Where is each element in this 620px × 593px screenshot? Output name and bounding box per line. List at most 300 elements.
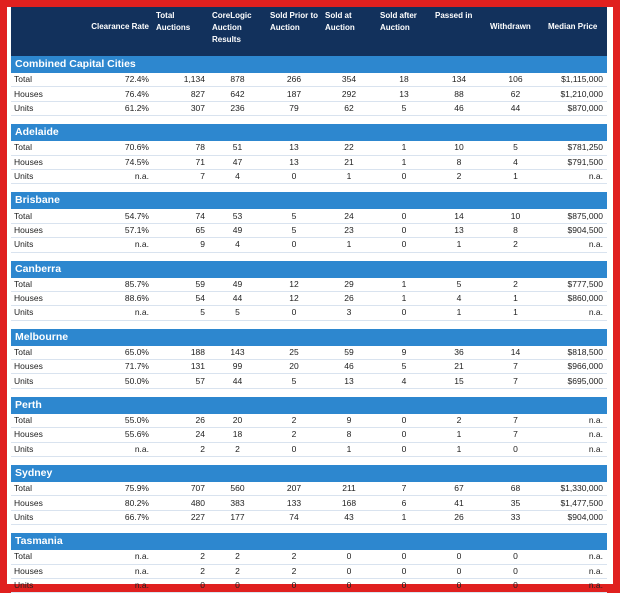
cell-total-auctions: 78 — [153, 141, 209, 155]
header-withdrawn: Withdrawn — [487, 7, 545, 56]
cell-corelogic-results: 383 — [209, 496, 267, 510]
cell-sold-at: 211 — [322, 482, 377, 496]
cell-median-price: $904,000 — [545, 510, 607, 524]
cell-median-price: $777,500 — [545, 278, 607, 292]
section-title: Canberra — [11, 261, 607, 278]
cell-clearance-rate: 80.2% — [81, 496, 153, 510]
section-title: Sydney — [11, 465, 607, 482]
cell-total-auctions: 480 — [153, 496, 209, 510]
header-row — [11, 7, 607, 56]
cell-corelogic-results: 642 — [209, 87, 267, 101]
cell-total-auctions: 2 — [153, 564, 209, 578]
cell-withdrawn: 7 — [487, 360, 545, 374]
row-label: Units — [11, 101, 81, 115]
header-median-price: Median Price — [545, 7, 607, 56]
cell-sold-prior: 2 — [267, 564, 322, 578]
cell-sold-after: 0 — [377, 238, 432, 252]
table-row — [11, 374, 607, 388]
cell-withdrawn: 10 — [487, 209, 545, 223]
cell-sold-after: 13 — [377, 87, 432, 101]
cell-corelogic-results: 20 — [209, 414, 267, 428]
cell-sold-at: 21 — [322, 155, 377, 169]
cell-clearance-rate: n.a. — [81, 564, 153, 578]
cell-passed-in: 5 — [432, 278, 487, 292]
cell-clearance-rate: 66.7% — [81, 510, 153, 524]
cell-withdrawn: 0 — [487, 578, 545, 592]
row-label: Houses — [11, 496, 81, 510]
cell-sold-after: 0 — [377, 578, 432, 592]
table-row — [11, 73, 607, 87]
section-header-row — [11, 533, 607, 550]
cell-sold-at: 0 — [322, 578, 377, 592]
cell-passed-in: 67 — [432, 482, 487, 496]
cell-clearance-rate: 54.7% — [81, 209, 153, 223]
cell-corelogic-results: 4 — [209, 238, 267, 252]
row-label: Units — [11, 238, 81, 252]
auction-results-table — [11, 7, 607, 593]
cell-clearance-rate: n.a. — [81, 442, 153, 456]
section-spacer — [11, 525, 607, 534]
table-row — [11, 306, 607, 320]
cell-corelogic-results: 2 — [209, 442, 267, 456]
cell-median-price: $875,000 — [545, 209, 607, 223]
cell-sold-at: 22 — [322, 141, 377, 155]
cell-sold-at: 9 — [322, 414, 377, 428]
cell-passed-in: 8 — [432, 155, 487, 169]
cell-passed-in: 26 — [432, 510, 487, 524]
cell-sold-prior: 5 — [267, 374, 322, 388]
row-label: Houses — [11, 87, 81, 101]
cell-median-price: n.a. — [545, 578, 607, 592]
cell-clearance-rate: 50.0% — [81, 374, 153, 388]
cell-sold-prior: 0 — [267, 306, 322, 320]
cell-passed-in: 13 — [432, 223, 487, 237]
cell-corelogic-results: 560 — [209, 482, 267, 496]
cell-passed-in: 88 — [432, 87, 487, 101]
row-label: Units — [11, 374, 81, 388]
row-label: Houses — [11, 291, 81, 305]
cell-sold-prior: 0 — [267, 238, 322, 252]
results-table-frame — [7, 7, 613, 591]
section-title: Adelaide — [11, 124, 607, 141]
cell-withdrawn: 2 — [487, 238, 545, 252]
cell-median-price: $818,500 — [545, 346, 607, 360]
cell-corelogic-results: 5 — [209, 306, 267, 320]
cell-sold-after: 0 — [377, 306, 432, 320]
cell-withdrawn: 14 — [487, 346, 545, 360]
cell-total-auctions: 26 — [153, 414, 209, 428]
header-sold-at: Sold at Auction — [322, 7, 377, 56]
cell-clearance-rate: 55.0% — [81, 414, 153, 428]
cell-sold-after: 18 — [377, 73, 432, 87]
row-label: Houses — [11, 428, 81, 442]
row-label: Total — [11, 482, 81, 496]
cell-sold-at: 0 — [322, 550, 377, 564]
cell-corelogic-results: 236 — [209, 101, 267, 115]
section-header-row — [11, 465, 607, 482]
cell-sold-after: 1 — [377, 278, 432, 292]
cell-sold-prior: 2 — [267, 428, 322, 442]
cell-clearance-rate: 70.6% — [81, 141, 153, 155]
cell-median-price: $966,000 — [545, 360, 607, 374]
cell-passed-in: 1 — [432, 238, 487, 252]
cell-clearance-rate: n.a. — [81, 306, 153, 320]
cell-total-auctions: 65 — [153, 223, 209, 237]
cell-median-price: $695,000 — [545, 374, 607, 388]
cell-sold-at: 29 — [322, 278, 377, 292]
cell-corelogic-results: 18 — [209, 428, 267, 442]
cell-corelogic-results: 0 — [209, 578, 267, 592]
section-header-row — [11, 56, 607, 73]
cell-withdrawn: 4 — [487, 155, 545, 169]
cell-median-price: $1,330,000 — [545, 482, 607, 496]
cell-total-auctions: 74 — [153, 209, 209, 223]
row-label: Total — [11, 346, 81, 360]
cell-total-auctions: 7 — [153, 169, 209, 183]
cell-sold-at: 59 — [322, 346, 377, 360]
header-passed-in: Passed in — [432, 7, 487, 56]
table-row — [11, 278, 607, 292]
cell-passed-in: 36 — [432, 346, 487, 360]
cell-sold-at: 46 — [322, 360, 377, 374]
cell-sold-prior: 5 — [267, 209, 322, 223]
row-label: Total — [11, 73, 81, 87]
table-header — [11, 7, 607, 56]
section-spacer — [11, 457, 607, 466]
cell-sold-after: 0 — [377, 428, 432, 442]
cell-sold-after: 0 — [377, 564, 432, 578]
cell-sold-prior: 74 — [267, 510, 322, 524]
cell-clearance-rate: 55.6% — [81, 428, 153, 442]
table-row — [11, 155, 607, 169]
table-row — [11, 360, 607, 374]
cell-sold-after: 5 — [377, 360, 432, 374]
table-row — [11, 414, 607, 428]
cell-withdrawn: 1 — [487, 291, 545, 305]
spacer-cell — [11, 525, 607, 534]
cell-sold-prior: 2 — [267, 550, 322, 564]
cell-passed-in: 1 — [432, 442, 487, 456]
table-row — [11, 101, 607, 115]
header-total-auctions: Total Auctions — [153, 7, 209, 56]
table-row — [11, 496, 607, 510]
cell-total-auctions: 59 — [153, 278, 209, 292]
cell-passed-in: 1 — [432, 306, 487, 320]
cell-sold-after: 0 — [377, 223, 432, 237]
cell-withdrawn: 7 — [487, 374, 545, 388]
cell-clearance-rate: 75.9% — [81, 482, 153, 496]
table-body — [11, 56, 607, 593]
cell-total-auctions: 57 — [153, 374, 209, 388]
table-row — [11, 428, 607, 442]
cell-total-auctions: 131 — [153, 360, 209, 374]
row-label: Total — [11, 278, 81, 292]
spacer-cell — [11, 116, 607, 125]
header-sold-prior: Sold Prior to Auction — [267, 7, 322, 56]
cell-sold-prior: 12 — [267, 278, 322, 292]
cell-median-price: n.a. — [545, 442, 607, 456]
section-spacer — [11, 252, 607, 261]
cell-sold-at: 8 — [322, 428, 377, 442]
cell-passed-in: 10 — [432, 141, 487, 155]
cell-clearance-rate: n.a. — [81, 550, 153, 564]
cell-sold-prior: 133 — [267, 496, 322, 510]
section-header-row — [11, 192, 607, 209]
table-row — [11, 87, 607, 101]
cell-sold-prior: 0 — [267, 578, 322, 592]
cell-median-price: n.a. — [545, 550, 607, 564]
table-row — [11, 550, 607, 564]
section-title: Perth — [11, 397, 607, 414]
row-label: Units — [11, 578, 81, 592]
cell-sold-after: 6 — [377, 496, 432, 510]
cell-withdrawn: 62 — [487, 87, 545, 101]
cell-clearance-rate: 88.6% — [81, 291, 153, 305]
cell-clearance-rate: 74.5% — [81, 155, 153, 169]
cell-corelogic-results: 44 — [209, 374, 267, 388]
header-sold-after: Sold after Auction — [377, 7, 432, 56]
cell-clearance-rate: 65.0% — [81, 346, 153, 360]
row-label: Units — [11, 306, 81, 320]
cell-total-auctions: 227 — [153, 510, 209, 524]
cell-clearance-rate: 61.2% — [81, 101, 153, 115]
row-label: Total — [11, 141, 81, 155]
header-clearance-rate: Clearance Rate — [81, 7, 153, 56]
cell-median-price: $870,000 — [545, 101, 607, 115]
cell-total-auctions: 71 — [153, 155, 209, 169]
cell-median-price: $781,250 — [545, 141, 607, 155]
cell-passed-in: 2 — [432, 414, 487, 428]
cell-corelogic-results: 53 — [209, 209, 267, 223]
cell-corelogic-results: 99 — [209, 360, 267, 374]
cell-withdrawn: 2 — [487, 278, 545, 292]
section-spacer — [11, 116, 607, 125]
cell-sold-after: 0 — [377, 550, 432, 564]
cell-clearance-rate: n.a. — [81, 578, 153, 592]
cell-median-price: n.a. — [545, 169, 607, 183]
cell-passed-in: 15 — [432, 374, 487, 388]
spacer-cell — [11, 320, 607, 329]
cell-sold-after: 1 — [377, 291, 432, 305]
header-cell-blank — [11, 7, 81, 56]
section-spacer — [11, 184, 607, 193]
cell-sold-prior: 266 — [267, 73, 322, 87]
table-row — [11, 510, 607, 524]
table-row — [11, 291, 607, 305]
cell-sold-prior: 0 — [267, 169, 322, 183]
section-title: Combined Capital Cities — [11, 56, 607, 73]
row-label: Houses — [11, 360, 81, 374]
cell-passed-in: 0 — [432, 550, 487, 564]
cell-clearance-rate: 76.4% — [81, 87, 153, 101]
cell-total-auctions: 1,134 — [153, 73, 209, 87]
cell-withdrawn: 68 — [487, 482, 545, 496]
cell-sold-at: 1 — [322, 169, 377, 183]
cell-clearance-rate: 72.4% — [81, 73, 153, 87]
cell-clearance-rate: n.a. — [81, 169, 153, 183]
cell-total-auctions: 0 — [153, 578, 209, 592]
cell-sold-at: 24 — [322, 209, 377, 223]
cell-withdrawn: 1 — [487, 169, 545, 183]
cell-sold-after: 0 — [377, 442, 432, 456]
spacer-cell — [11, 252, 607, 261]
cell-sold-after: 7 — [377, 482, 432, 496]
section-title: Melbourne — [11, 329, 607, 346]
cell-withdrawn: 33 — [487, 510, 545, 524]
cell-total-auctions: 827 — [153, 87, 209, 101]
cell-corelogic-results: 51 — [209, 141, 267, 155]
cell-corelogic-results: 44 — [209, 291, 267, 305]
section-header-row — [11, 261, 607, 278]
cell-total-auctions: 5 — [153, 306, 209, 320]
cell-corelogic-results: 177 — [209, 510, 267, 524]
cell-withdrawn: 44 — [487, 101, 545, 115]
cell-sold-at: 23 — [322, 223, 377, 237]
cell-clearance-rate: n.a. — [81, 238, 153, 252]
spacer-cell — [11, 184, 607, 193]
row-label: Houses — [11, 564, 81, 578]
cell-sold-prior: 13 — [267, 155, 322, 169]
cell-median-price: $860,000 — [545, 291, 607, 305]
cell-withdrawn: 106 — [487, 73, 545, 87]
cell-sold-prior: 79 — [267, 101, 322, 115]
section-spacer — [11, 320, 607, 329]
cell-median-price: $1,477,500 — [545, 496, 607, 510]
header-corelogic-results: CoreLogic Auction Results — [209, 7, 267, 56]
cell-withdrawn: 5 — [487, 141, 545, 155]
cell-sold-at: 354 — [322, 73, 377, 87]
section-title: Brisbane — [11, 192, 607, 209]
cell-total-auctions: 2 — [153, 550, 209, 564]
section-header-row — [11, 124, 607, 141]
cell-sold-prior: 187 — [267, 87, 322, 101]
cell-sold-prior: 2 — [267, 414, 322, 428]
cell-passed-in: 41 — [432, 496, 487, 510]
cell-median-price: n.a. — [545, 414, 607, 428]
cell-median-price: n.a. — [545, 306, 607, 320]
cell-corelogic-results: 878 — [209, 73, 267, 87]
cell-sold-at: 26 — [322, 291, 377, 305]
row-label: Total — [11, 209, 81, 223]
cell-passed-in: 134 — [432, 73, 487, 87]
cell-median-price: n.a. — [545, 238, 607, 252]
cell-sold-after: 5 — [377, 101, 432, 115]
cell-total-auctions: 54 — [153, 291, 209, 305]
cell-passed-in: 4 — [432, 291, 487, 305]
cell-corelogic-results: 49 — [209, 278, 267, 292]
table-row — [11, 238, 607, 252]
table-row — [11, 223, 607, 237]
cell-sold-prior: 207 — [267, 482, 322, 496]
cell-clearance-rate: 71.7% — [81, 360, 153, 374]
cell-withdrawn: 7 — [487, 414, 545, 428]
cell-total-auctions: 24 — [153, 428, 209, 442]
cell-sold-after: 1 — [377, 141, 432, 155]
cell-sold-after: 9 — [377, 346, 432, 360]
cell-passed-in: 46 — [432, 101, 487, 115]
cell-withdrawn: 0 — [487, 564, 545, 578]
cell-withdrawn: 8 — [487, 223, 545, 237]
spacer-cell — [11, 388, 607, 397]
row-label: Units — [11, 510, 81, 524]
cell-corelogic-results: 143 — [209, 346, 267, 360]
table-row — [11, 141, 607, 155]
cell-sold-at: 0 — [322, 564, 377, 578]
cell-corelogic-results: 49 — [209, 223, 267, 237]
cell-passed-in: 0 — [432, 564, 487, 578]
cell-sold-at: 62 — [322, 101, 377, 115]
cell-sold-at: 1 — [322, 442, 377, 456]
cell-median-price: $791,500 — [545, 155, 607, 169]
cell-sold-after: 1 — [377, 155, 432, 169]
cell-sold-after: 0 — [377, 169, 432, 183]
row-label: Total — [11, 414, 81, 428]
cell-total-auctions: 707 — [153, 482, 209, 496]
cell-passed-in: 2 — [432, 169, 487, 183]
row-label: Houses — [11, 223, 81, 237]
cell-total-auctions: 307 — [153, 101, 209, 115]
table-row — [11, 564, 607, 578]
cell-sold-at: 292 — [322, 87, 377, 101]
cell-sold-at: 168 — [322, 496, 377, 510]
cell-corelogic-results: 47 — [209, 155, 267, 169]
cell-sold-at: 1 — [322, 238, 377, 252]
cell-withdrawn: 1 — [487, 306, 545, 320]
section-title: Tasmania — [11, 533, 607, 550]
cell-withdrawn: 35 — [487, 496, 545, 510]
cell-sold-after: 0 — [377, 414, 432, 428]
spacer-cell — [11, 457, 607, 466]
table-row — [11, 169, 607, 183]
cell-passed-in: 0 — [432, 578, 487, 592]
cell-corelogic-results: 2 — [209, 564, 267, 578]
cell-median-price: $1,210,000 — [545, 87, 607, 101]
cell-withdrawn: 0 — [487, 550, 545, 564]
cell-sold-after: 0 — [377, 209, 432, 223]
row-label: Total — [11, 550, 81, 564]
cell-sold-prior: 5 — [267, 223, 322, 237]
cell-clearance-rate: 85.7% — [81, 278, 153, 292]
table-row — [11, 346, 607, 360]
cell-corelogic-results: 2 — [209, 550, 267, 564]
cell-total-auctions: 2 — [153, 442, 209, 456]
table-row — [11, 482, 607, 496]
cell-median-price: n.a. — [545, 564, 607, 578]
cell-sold-prior: 12 — [267, 291, 322, 305]
cell-sold-prior: 25 — [267, 346, 322, 360]
cell-median-price: n.a. — [545, 428, 607, 442]
row-label: Houses — [11, 155, 81, 169]
cell-total-auctions: 188 — [153, 346, 209, 360]
cell-median-price: $1,115,000 — [545, 73, 607, 87]
row-label: Units — [11, 169, 81, 183]
cell-clearance-rate: 57.1% — [81, 223, 153, 237]
row-label: Units — [11, 442, 81, 456]
section-spacer — [11, 388, 607, 397]
cell-median-price: $904,500 — [545, 223, 607, 237]
cell-passed-in: 14 — [432, 209, 487, 223]
section-header-row — [11, 397, 607, 414]
cell-sold-prior: 0 — [267, 442, 322, 456]
cell-passed-in: 1 — [432, 428, 487, 442]
table-row — [11, 442, 607, 456]
cell-corelogic-results: 4 — [209, 169, 267, 183]
cell-withdrawn: 0 — [487, 442, 545, 456]
cell-sold-after: 4 — [377, 374, 432, 388]
cell-sold-at: 3 — [322, 306, 377, 320]
section-header-row — [11, 329, 607, 346]
cell-sold-prior: 13 — [267, 141, 322, 155]
